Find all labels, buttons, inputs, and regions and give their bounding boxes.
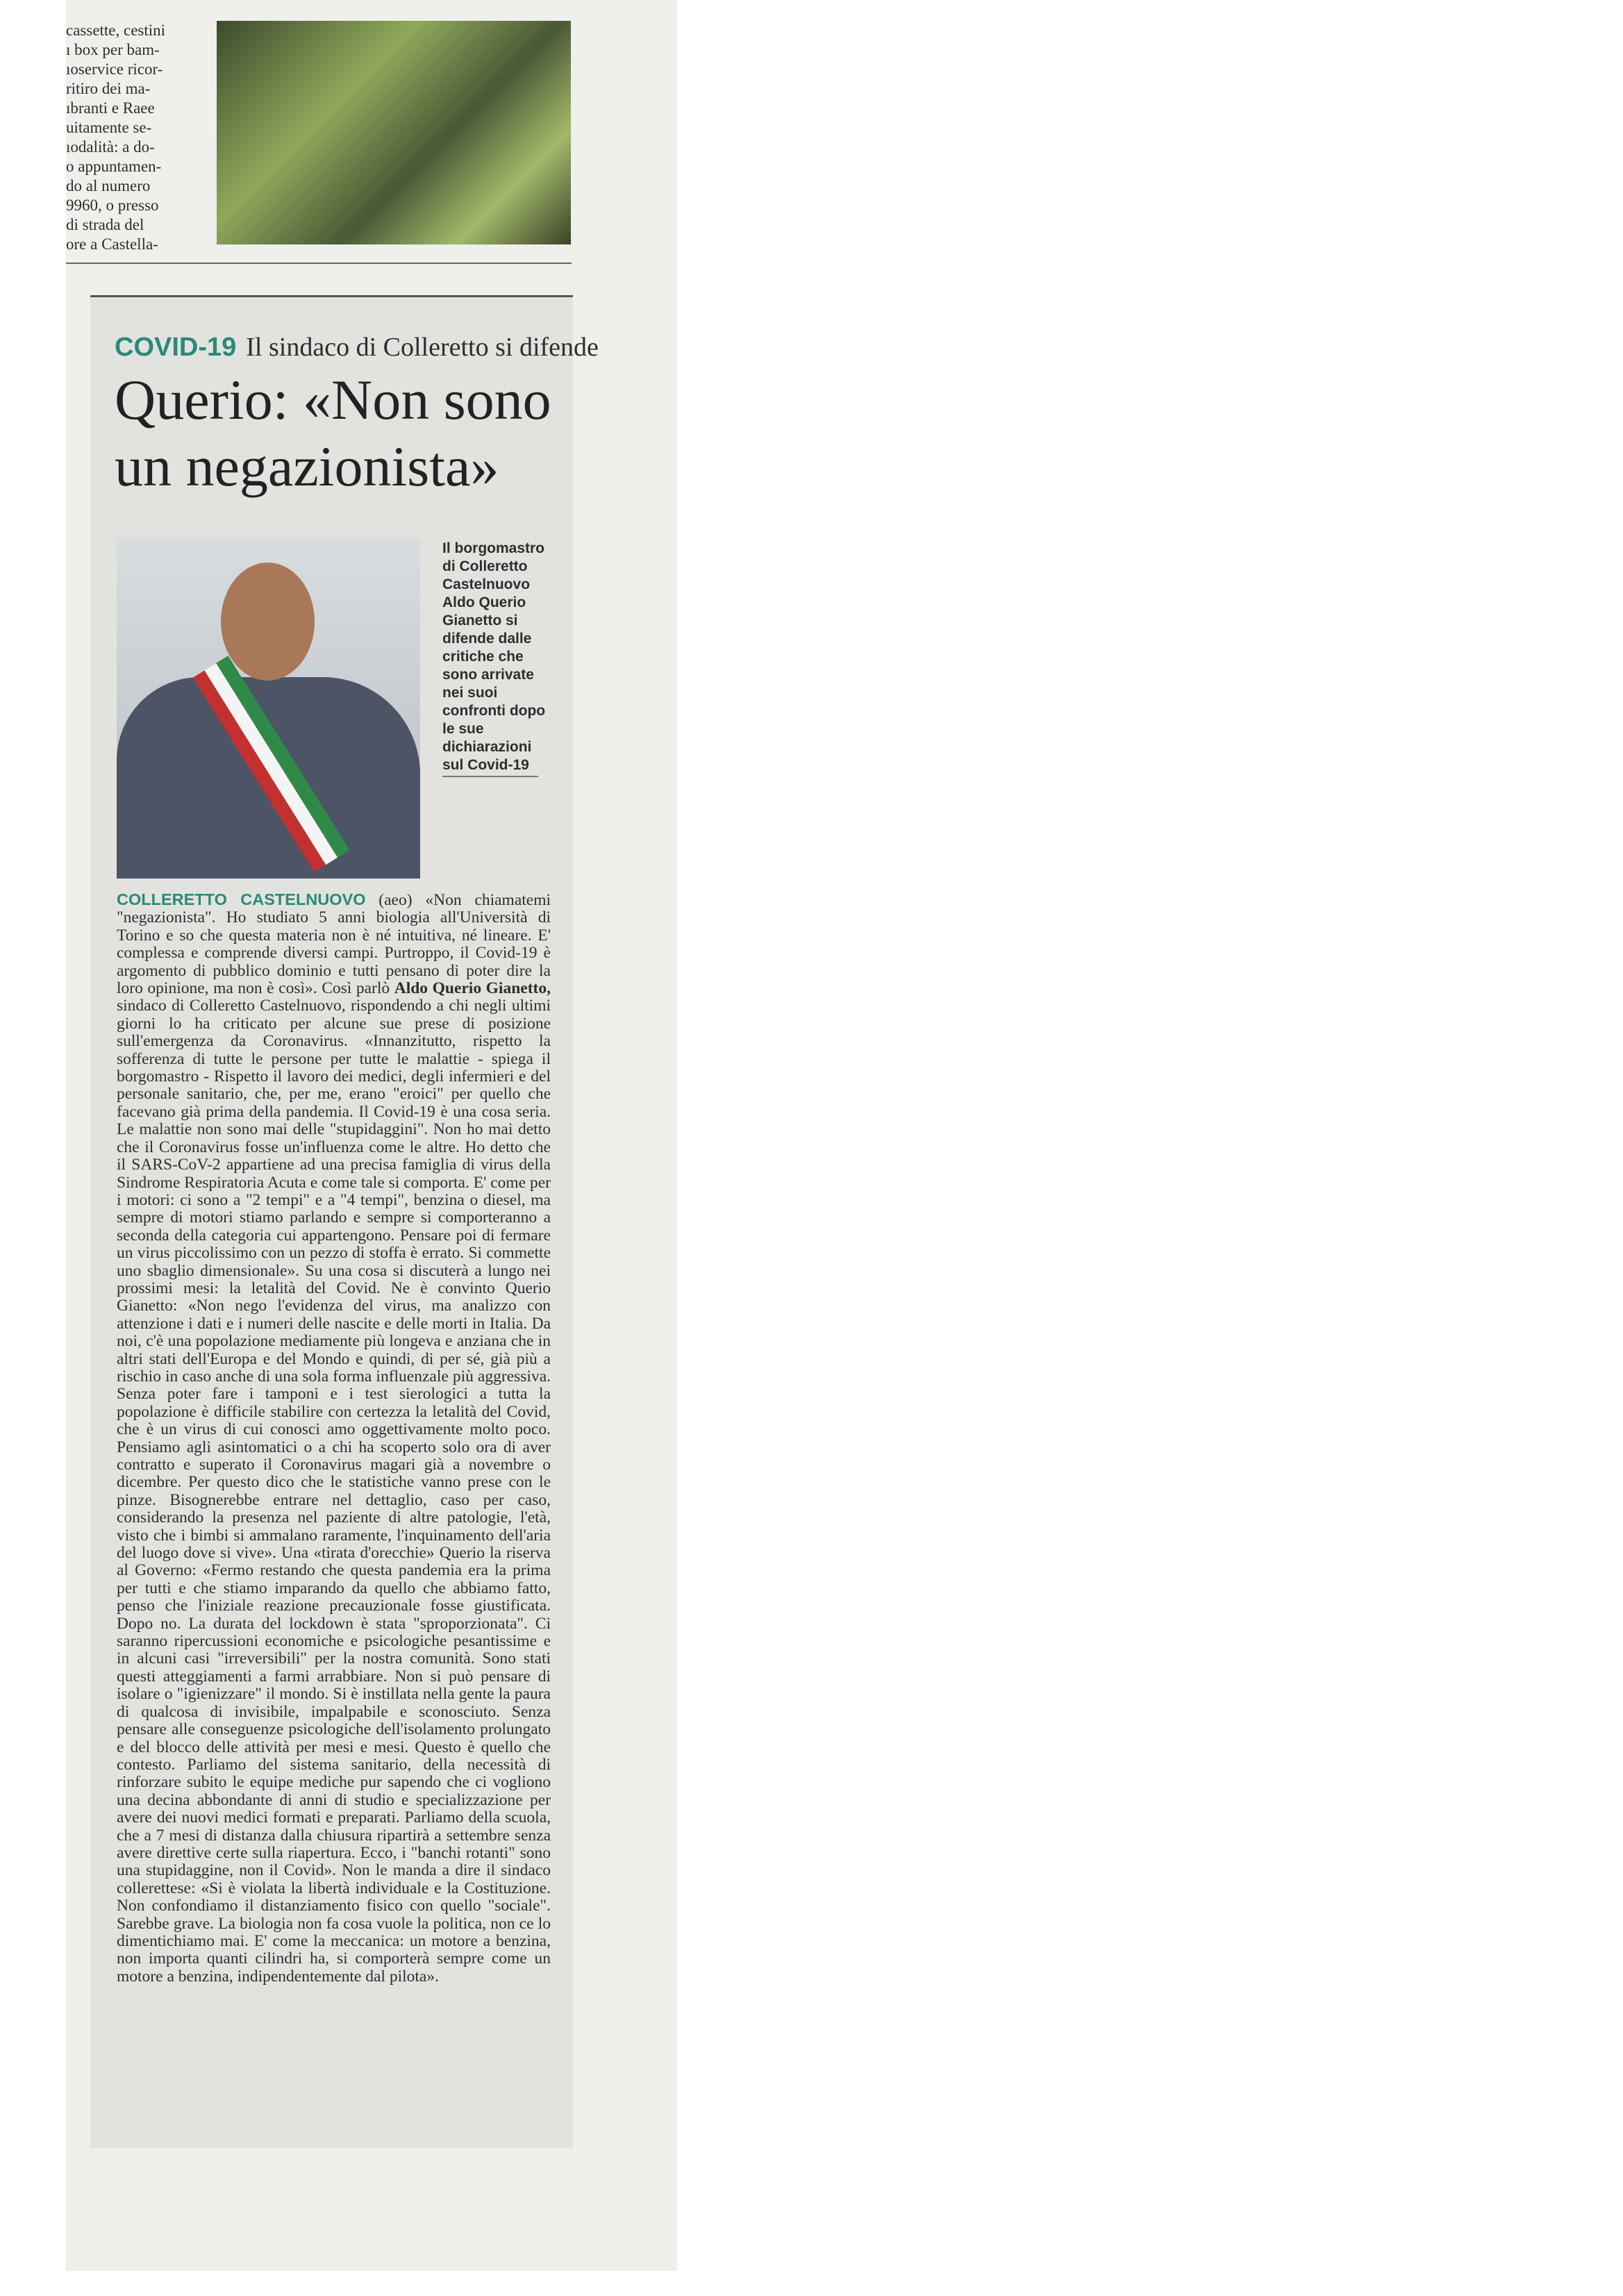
previous-article-text xyxy=(66,21,191,254)
kicker-label: COVID-19 xyxy=(115,333,237,362)
caption-rule xyxy=(442,776,538,777)
prev-line: ıodalità: a do- xyxy=(66,138,155,156)
body-2: sindaco di Colleretto Castelnuovo, rispondendo a chi negli ultimi giorni lo ha criticato per alcune sue prese di posizione sull'emergenza da Coronavirus. «Innanzitutto, rispetto la sofferenza di tutte le persone per tutte le malattie - spiega il borgomastro - Rispetto il lavoro dei medici, degli infermieri e del personale sanitario, che, per me, erano "eroici" per quello che facevano già prima della pandemia. Il Covid-19 è una cosa seria. Le malattie non sono mai delle "stupidaggini". Non ho mai detto che il Coronavirus fosse un'influenza come le altre. Ho detto che il SARS-CoV-2 appartiene ad una precisa famiglia di virus della Sindrome Respiratoria Acuta e come tale si comporta. E' come per i motori: ci sono a "2 tempi" e a "4 tempi", benzina o diesel, ma sempre di motori stiamo parlando e sempre si comporteranno a seconda della categoria cui appartengono. Pensare poi di fermare un virus piccolissimo con un pezzo di stoffa è errato. Si commette uno sbaglio dimensionale». Su una cosa si discuterà a lungo nei prossimi mesi: la letalità del Covid. Ne è convinto Querio Gianetto: «Non nego l'evidenza del virus, ma analizzo con attenzione i dati e i numeri delle nascite e delle morti in Italia. Da noi, c'è una popolazione mediamente più longeva e anziana che in altri stati dell'Europa e del Mondo e quindi, di per sé, già più a rischio in caso anche di una sola forma influenzale più aggressiva. Senza poter fare i tamponi e i test sierologici a tutta la popolazione è difficile stabilire con certezza la letalità del Covid, che è un virus di cui conosci amo oggettivamente molto poco. Pensiamo agli asintomatici o a chi ha scoperto solo ora di aver contratto e superato il Coronavirus magari già a novembre o dicembre. Per questo dico che le statistiche vanno prese con le pinze. Bisognerebbe entrare nel dettaglio, caso per caso, considerando la presenza nel paziente di altre patologie, l'età, visto che i bimbi si ammalano raramente, l'inquinamento dell'aria del luogo dove si vive». Una «tirata d'orecchie» Querio la riserva al Governo: «Fermo restando che questa pandemia era la prima per tutti e che stiamo imparando da quello che abbiamo fatto, penso che l'iniziale reazione precauzionale fosse giustificata. Dopo no. La durata del lockdown è stata "sproporzionata". Ci saranno ripercussioni economiche e psicologiche pesantissime e in alcuni casi "irreversibili" per la nostra comunità. Sono stati questi atteggiamenti a farmi arrabbiare. Non si può pensare di isolare o "igienizzare" il mondo. Si è instillata nella gente la paura di qualcosa di invisibile, impalpabile e sconosciuto. Senza pensare alle conseguenze psicologiche dell'isolamento prolungato e del blocco delle attività per mesi e mesi. Questo è quello che contesto. Parliamo del sistema sanitario, della necessità di rinforzare subito le equipe mediche pur sapendo che ci vogliono una decina abbondante di anni di studio e specializzazione per avere dei nuovi medici formati e preparati. Parliamo della scuola, che a 7 mesi di distanza dalla chiusura ripartirà a settembre senza avere direttive certe sulla riapertura. Ecco, i "banchi rotanti" sono una stupidaggine, non il Covid». Non le manda a dire il sindaco collerettese: «Si è violata la libertà individuale e la Costituzione. Non confondiamo il distanziamento fisico con quello "sociale". Sarebbe grave. La biologia non fa cosa vuole la politica, non ce lo dimentichiamo mai. E' come la meccanica: un motore a benzina, non importa quanti cilindri ha, si comporterà sempre come un motore a benzina, indipendentemente dal pilota». xyxy=(117,997,551,1986)
prev-line: o appuntamen- xyxy=(66,158,162,175)
leaves-photo xyxy=(217,21,571,244)
kicker xyxy=(115,332,599,363)
prev-line: ıbranti e Raee xyxy=(66,99,155,117)
prev-line: ritiro dei ma- xyxy=(66,80,151,97)
kicker-text: Il sindaco di Colleretto si difende xyxy=(246,333,599,362)
prev-line: di strada del xyxy=(66,216,144,233)
prev-line: ore a Castella- xyxy=(66,235,158,253)
mayor-photo xyxy=(117,538,420,879)
prev-line: ıoservice ricor- xyxy=(66,60,163,78)
headline: Querio: «Non sono un negazionista» xyxy=(115,368,551,498)
face xyxy=(221,563,315,681)
prev-line: do al numero xyxy=(66,177,151,194)
prev-line: uitamente se- xyxy=(66,119,152,136)
byline: (aeo) xyxy=(378,891,413,909)
prev-line: cassette, cestini xyxy=(66,22,166,39)
photo-caption: Il borgomastro di Colleretto Castelnuovo Aldo Querio Gianetto si difende dalle critiche che sono arrivate nei suoi confronti dopo le sue dichiarazioni sul Covid-19 xyxy=(442,540,546,773)
prev-line: 9960, o presso xyxy=(66,197,159,214)
prev-line: ı box per bam- xyxy=(66,41,160,58)
person-name: Aldo Querio Gianetto, xyxy=(394,979,551,998)
divider xyxy=(66,263,572,264)
location: COLLERETTO CASTELNUOVO xyxy=(117,890,366,908)
body-1: «Non chiamatemi "negazionista". Ho studiato 5 anni biologia all'Università di Torino e so che questa materia non è né intuitiva, né lineare. E' complessa e comprende diversi campi. Purtroppo, il Covid-19 è argomento di pubblico dominio e tutti pensano di poter dire la loro opinione, ma non è così». Così parlò xyxy=(117,891,551,998)
article-body xyxy=(117,891,551,1986)
